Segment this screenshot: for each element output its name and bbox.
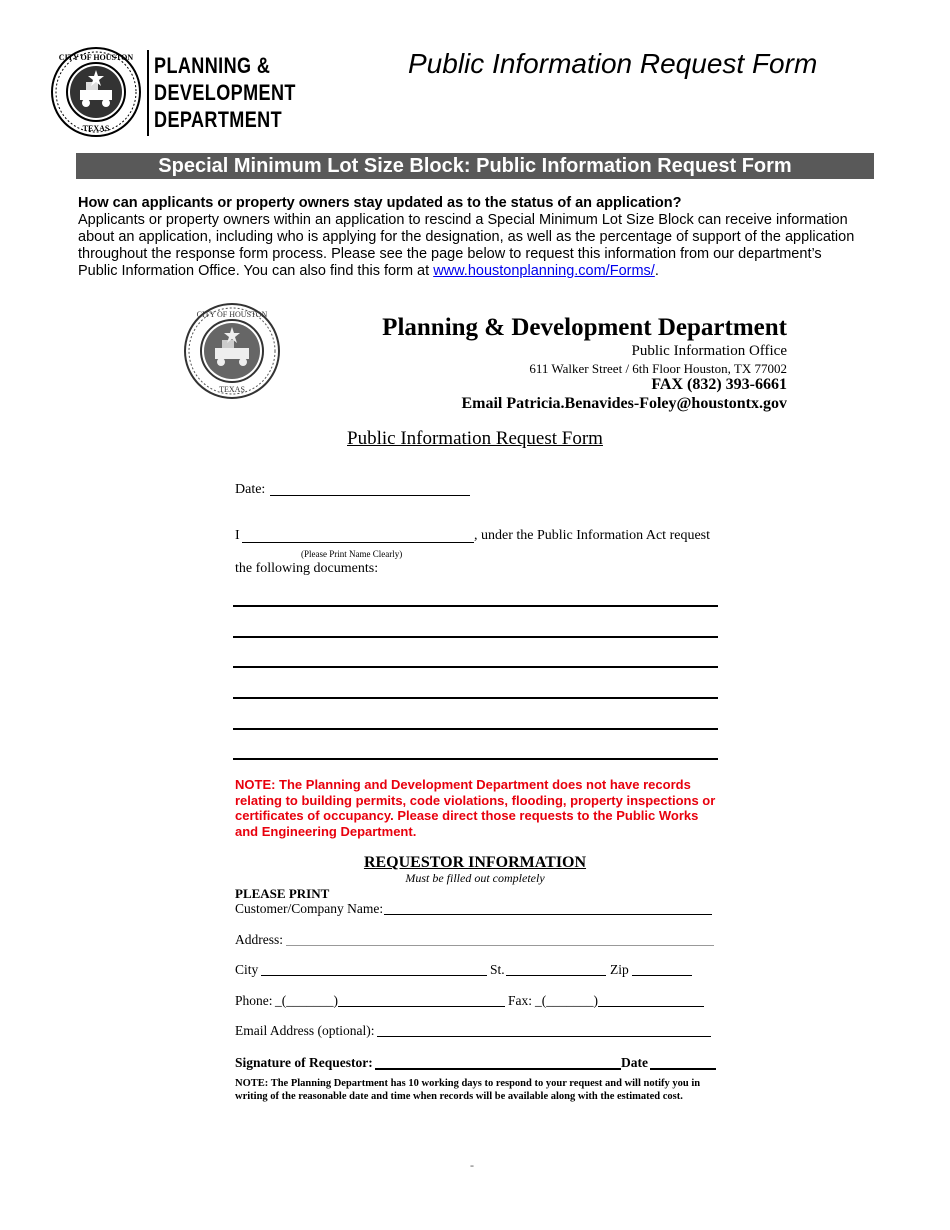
form-fax: FAX (832) 393-6661	[651, 376, 787, 393]
request-text: , under the Public Information Act request	[474, 528, 710, 543]
documents-line-1[interactable]	[233, 605, 718, 607]
please-print-label: PLEASE PRINT	[235, 886, 330, 901]
dept-line-1: PLANNING &	[154, 53, 271, 78]
faq-answer-line-3: throughout the response form process. Please see the page below to request this information from our department’s	[78, 246, 822, 262]
city-seal-logo	[50, 46, 142, 138]
form-office: Public Information Office	[631, 343, 787, 359]
faq-answer-line-4	[78, 263, 878, 280]
fax-area-code: _(_______)	[535, 993, 598, 1008]
state-label: St.	[490, 962, 505, 977]
section-banner: Special Minimum Lot Size Block: Public Information Request Form	[76, 153, 874, 179]
faq-link-tail: .	[654, 263, 659, 279]
form-title: Public Information Request Form	[347, 428, 603, 449]
fax-label: Fax:	[508, 993, 533, 1008]
header-title: Public Information Request Form	[408, 48, 818, 79]
faq-answer-line-1: Applicants or property owners within an application to rescind a Special Minimum Lot Size Block can receive information	[78, 212, 848, 228]
i-label: I	[235, 528, 240, 543]
documents-line-4[interactable]	[233, 697, 718, 699]
company-name-field[interactable]	[384, 914, 712, 915]
date-label: Date:	[235, 482, 266, 497]
seal-ring-bottom-text: TEXAS	[82, 124, 110, 133]
following-documents-label: the following documents:	[235, 561, 379, 576]
name-field[interactable]	[242, 542, 474, 543]
phone-label: Phone:	[235, 993, 273, 1008]
city-field[interactable]	[261, 975, 487, 976]
email-field[interactable]	[377, 1036, 711, 1037]
form-seal-ring-top-text: CITY OF HOUSTON	[196, 310, 268, 319]
documents-line-2[interactable]	[233, 636, 718, 638]
city-label: City	[235, 962, 259, 977]
documents-line-6[interactable]	[233, 758, 718, 760]
dept-line-2: DEVELOPMENT	[154, 80, 296, 105]
documents-line-5[interactable]	[233, 728, 718, 730]
forms-link[interactable]: www.houstonplanning.com/Forms/	[433, 263, 655, 279]
signature-label: Signature of Requestor:	[235, 1055, 373, 1070]
zip-label: Zip	[610, 962, 629, 977]
signature-date-field[interactable]	[650, 1068, 716, 1070]
department-name	[154, 52, 296, 133]
page-number-mark: -	[470, 1158, 474, 1172]
phone-field[interactable]	[338, 1006, 505, 1007]
form-city-seal	[183, 302, 281, 400]
email-label: Email Address (optional):	[235, 1023, 375, 1038]
form-address: 611 Walker Street / 6th Floor Houston, TX 77002	[529, 361, 787, 376]
phone-area-code: _(_______)	[275, 993, 338, 1008]
print-name-hint: (Please Print Name Clearly)	[301, 549, 403, 559]
signature-field[interactable]	[375, 1068, 621, 1070]
seal-ring-top-text: CITY OF HOUSTON	[58, 53, 134, 62]
signature-date-label: Date	[621, 1055, 648, 1070]
requestor-subtitle: Must be filled out completely	[405, 871, 545, 885]
response-time-note: NOTE: The Planning Department has 10 working days to respond to your request and will notify you in writing of the reasonable date and time when records will be available along with the estimated cost.	[235, 1078, 701, 1102]
requestor-title: REQUESTOR INFORMATION	[363, 854, 587, 871]
address-label: Address:	[235, 932, 283, 947]
fax-field[interactable]	[598, 1006, 704, 1007]
form-seal-ring-bottom-text: TEXAS	[219, 385, 245, 394]
zip-field[interactable]	[632, 975, 692, 976]
form-email: Email Patricia.Benavides-Foley@houstontx.gov	[461, 395, 787, 412]
records-note: NOTE: The Planning and Development Department does not have records relating to building permits, code violations, flooding, property inspections or certificates of occupancy. Please direct those requests to the Public Works and Engineering Department.	[235, 777, 716, 839]
date-field[interactable]	[270, 495, 470, 496]
address-field[interactable]	[286, 945, 714, 946]
faq-answer-line-2: about an application, including who is applying for the designation, as well as the percentage of support of the application	[78, 229, 855, 245]
faq-answer	[78, 212, 878, 280]
dept-line-3: DEPARTMENT	[154, 107, 283, 132]
faq-question: How can applicants or property owners stay updated as to the status of an application?	[78, 195, 682, 211]
faq-answer-last: Public Information Office. You can also find this form at	[78, 263, 434, 279]
form-dept-title: Planning & Development Department	[382, 314, 787, 341]
header-divider	[147, 50, 149, 136]
state-field[interactable]	[506, 975, 606, 976]
documents-line-3[interactable]	[233, 666, 718, 668]
company-name-label: Customer/Company Name:	[235, 901, 384, 916]
